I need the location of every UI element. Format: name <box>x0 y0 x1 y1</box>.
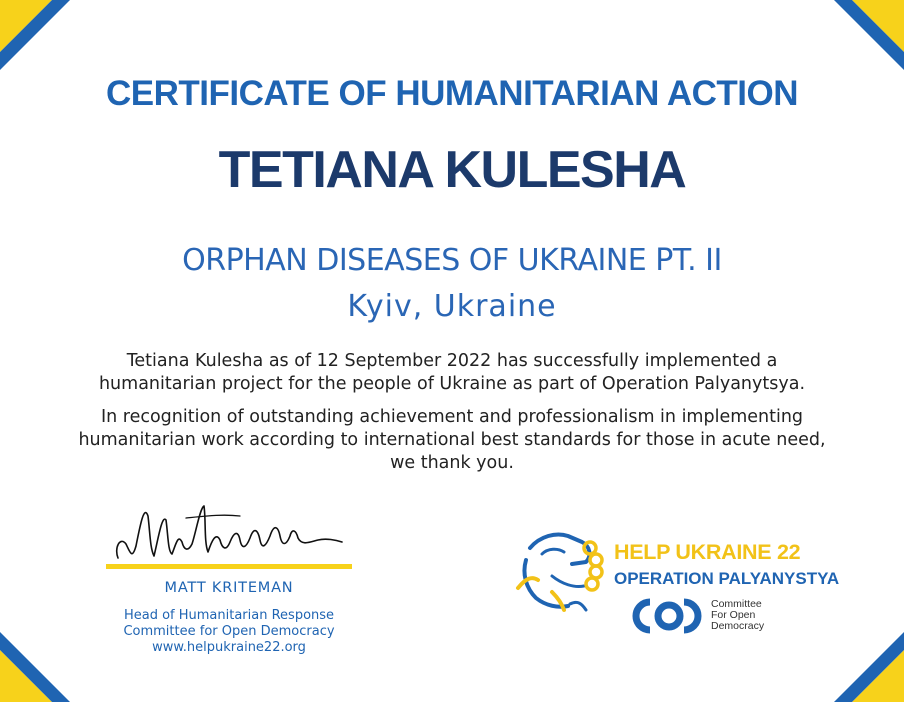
certificate-paragraph-achievement: Tetiana Kulesha as of 12 September 2022 has successfully implemented a humanitarian project for the people of Ukraine as part of Operation Palyanytsya. <box>98 351 806 394</box>
signer-role: Head of Humanitarian Response <box>123 608 335 623</box>
cod-organization-name <box>711 599 764 632</box>
corner-decoration-bottom-left <box>0 612 90 702</box>
cod-logo-icon <box>632 598 706 634</box>
clasped-hands-icon <box>512 518 612 614</box>
certificate-title: CERTIFICATE OF HUMANITARIAN ACTION <box>105 74 798 113</box>
project-name: ORPHAN DISEASES OF UKRAINE PT. II <box>182 243 722 278</box>
recipient-name: TETIANA KULESHA <box>218 141 686 199</box>
cod-name-line-3: Democracy <box>711 620 765 632</box>
corner-decoration-bottom-right <box>814 612 904 702</box>
logo-subtitle: OPERATION PALYANYSTYA <box>614 569 840 588</box>
signer-organization: Committee for Open Democracy <box>123 624 335 639</box>
signer-name: MATT KRITEMAN <box>164 580 294 596</box>
project-location: Kyiv, Ukraine <box>347 289 557 324</box>
cod-name-line-1: Committee <box>711 598 762 610</box>
signer-details <box>96 608 362 656</box>
signature-line <box>106 564 352 569</box>
logo-title: HELP UKRAINE 22 <box>614 540 801 564</box>
cod-name-line-2: For Open <box>711 609 756 621</box>
handwritten-signature <box>110 496 350 568</box>
certificate-paragraph-recognition: In recognition of outstanding achievement and professionalism in implementing humanitarian work according to international best standards for those in acute need, we thank you. <box>78 407 826 473</box>
signer-website: www.helpukraine22.org <box>152 640 306 655</box>
